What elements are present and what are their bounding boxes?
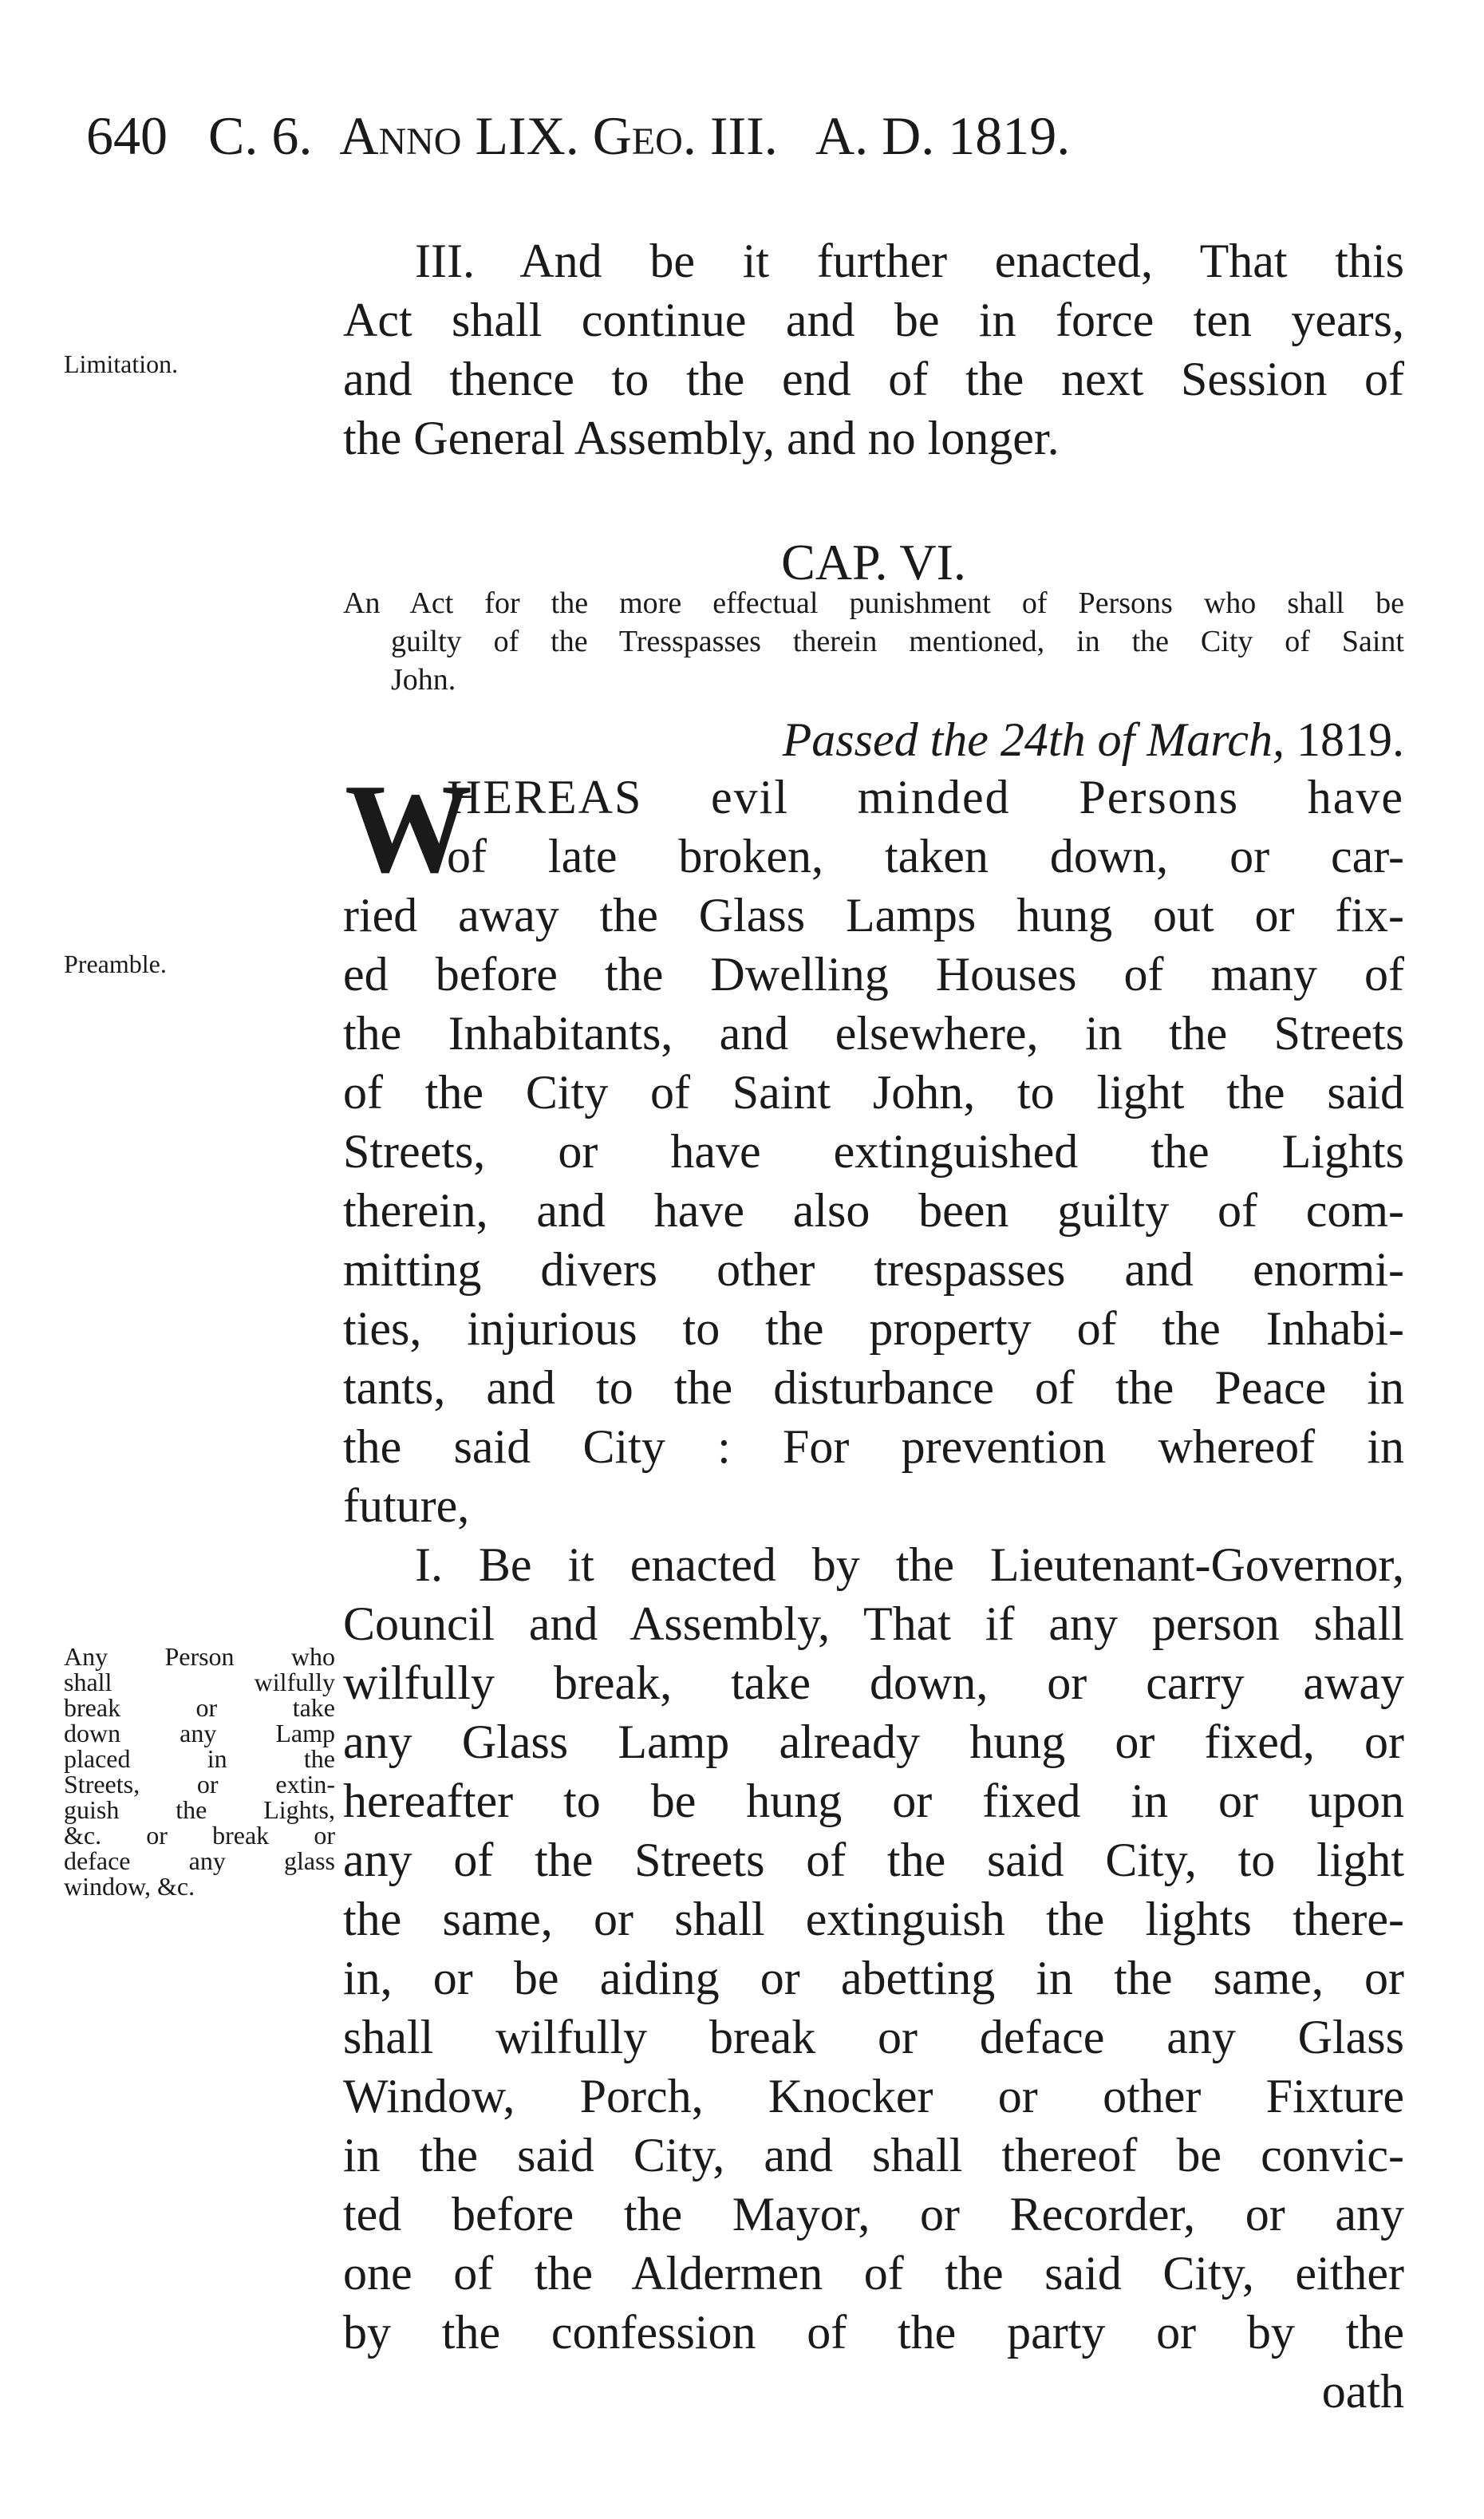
text-line: shall wilfully break or deface any Glass — [343, 2011, 1404, 2063]
text-line: one of the Aldermen of the said City, either — [343, 2247, 1404, 2300]
calendar-year: A. D. 1819. — [815, 105, 1071, 166]
text-line: any Glass Lamp already hung or fixed, or — [343, 1716, 1404, 1768]
regnal-year: Anno LIX. Geo. III. — [339, 105, 778, 166]
margin-note-preamble: Preamble. — [64, 950, 167, 978]
text-line: ed before the Dwelling Houses of many of — [343, 948, 1404, 1001]
drop-cap: W — [345, 757, 472, 899]
margin-note-limitation: Limitation. — [64, 349, 179, 378]
title-line: guilty of the Tresspasses therein mentioned, in the City of Saint — [391, 625, 1404, 658]
text-line: ties, injurious to the property of the Inhabi- — [343, 1302, 1404, 1355]
text-line: the same, or shall extinguish the lights there- — [343, 1893, 1404, 1945]
text-line: mitting divers other trespasses and enormi- — [343, 1243, 1404, 1296]
text-line: wilfully break, take down, or carry away — [343, 1656, 1404, 1709]
text-line: ried away the Glass Lamps hung out or fix- — [343, 889, 1404, 942]
title-line: An Act for the more effectual punishment of Persons who shall be — [343, 586, 1404, 620]
text-line: future, — [343, 1479, 470, 1532]
text-line: of the City of Saint John, to light the said — [343, 1066, 1404, 1119]
chapter-number: C. 6. — [208, 105, 313, 166]
running-header — [86, 104, 1411, 168]
text-line: Window, Porch, Knocker or other Fixture — [343, 2070, 1404, 2122]
text-line: Act shall continue and be in force ten years, — [343, 294, 1404, 346]
catchword: oath — [1321, 2365, 1404, 2418]
text-line: any of the Streets of the said City, to light — [343, 1834, 1404, 1886]
section-3 — [343, 231, 1404, 468]
text-line: by the confession of the party or by the — [343, 2306, 1404, 2359]
text-line: of late broken, taken down, or car- — [447, 830, 1404, 882]
title-line: John. — [391, 663, 456, 697]
text-line: III. And be it further enacted, That this — [415, 235, 1404, 287]
text-line: ted before the Mayor, or Recorder, or any — [343, 2188, 1404, 2241]
text-line: I. Be it enacted by the Lieutenant-Governor, — [415, 1538, 1404, 1591]
text-line: the General Assembly, and no longer. — [343, 412, 1060, 464]
text-line: the Inhabitants, and elsewhere, in the Streets — [343, 1007, 1404, 1060]
preamble-body — [343, 886, 1404, 1535]
text-line: in, or be aiding or abetting in the same, or — [343, 1952, 1404, 2004]
text-line: Council and Assembly, That if any person shall — [343, 1597, 1404, 1650]
text-line: and thence to the end of the next Session of — [343, 353, 1404, 405]
text-line: therein, and have also been guilty of com- — [343, 1184, 1404, 1237]
margin-note-any-person: Any Person who shall wilfully break or take down any Lamp placed in the Streets, or extin- guish the Lights, &c. or break or deface any glass window, &c. — [64, 1642, 335, 1901]
text-line: in the said City, and shall thereof be convic- — [343, 2129, 1404, 2181]
cap-heading: CAP. VI. — [781, 534, 966, 590]
text-line: tants, and to the disturbance of the Peace in — [343, 1361, 1404, 1414]
passed-date: Passed the 24th of March, 1819. — [782, 713, 1404, 766]
preamble-opening — [447, 768, 1404, 886]
text-line: the said City : For prevention whereof in — [343, 1420, 1404, 1473]
text-line: hereafter to be hung or fixed in or upon — [343, 1775, 1404, 1827]
act-title — [343, 584, 1404, 699]
text-line: HEREAS evil minded Persons have — [447, 771, 1404, 823]
text-line: Streets, or have extinguished the Lights — [343, 1125, 1404, 1178]
page-number: 640 — [86, 105, 168, 166]
section-1 — [343, 1535, 1404, 2421]
